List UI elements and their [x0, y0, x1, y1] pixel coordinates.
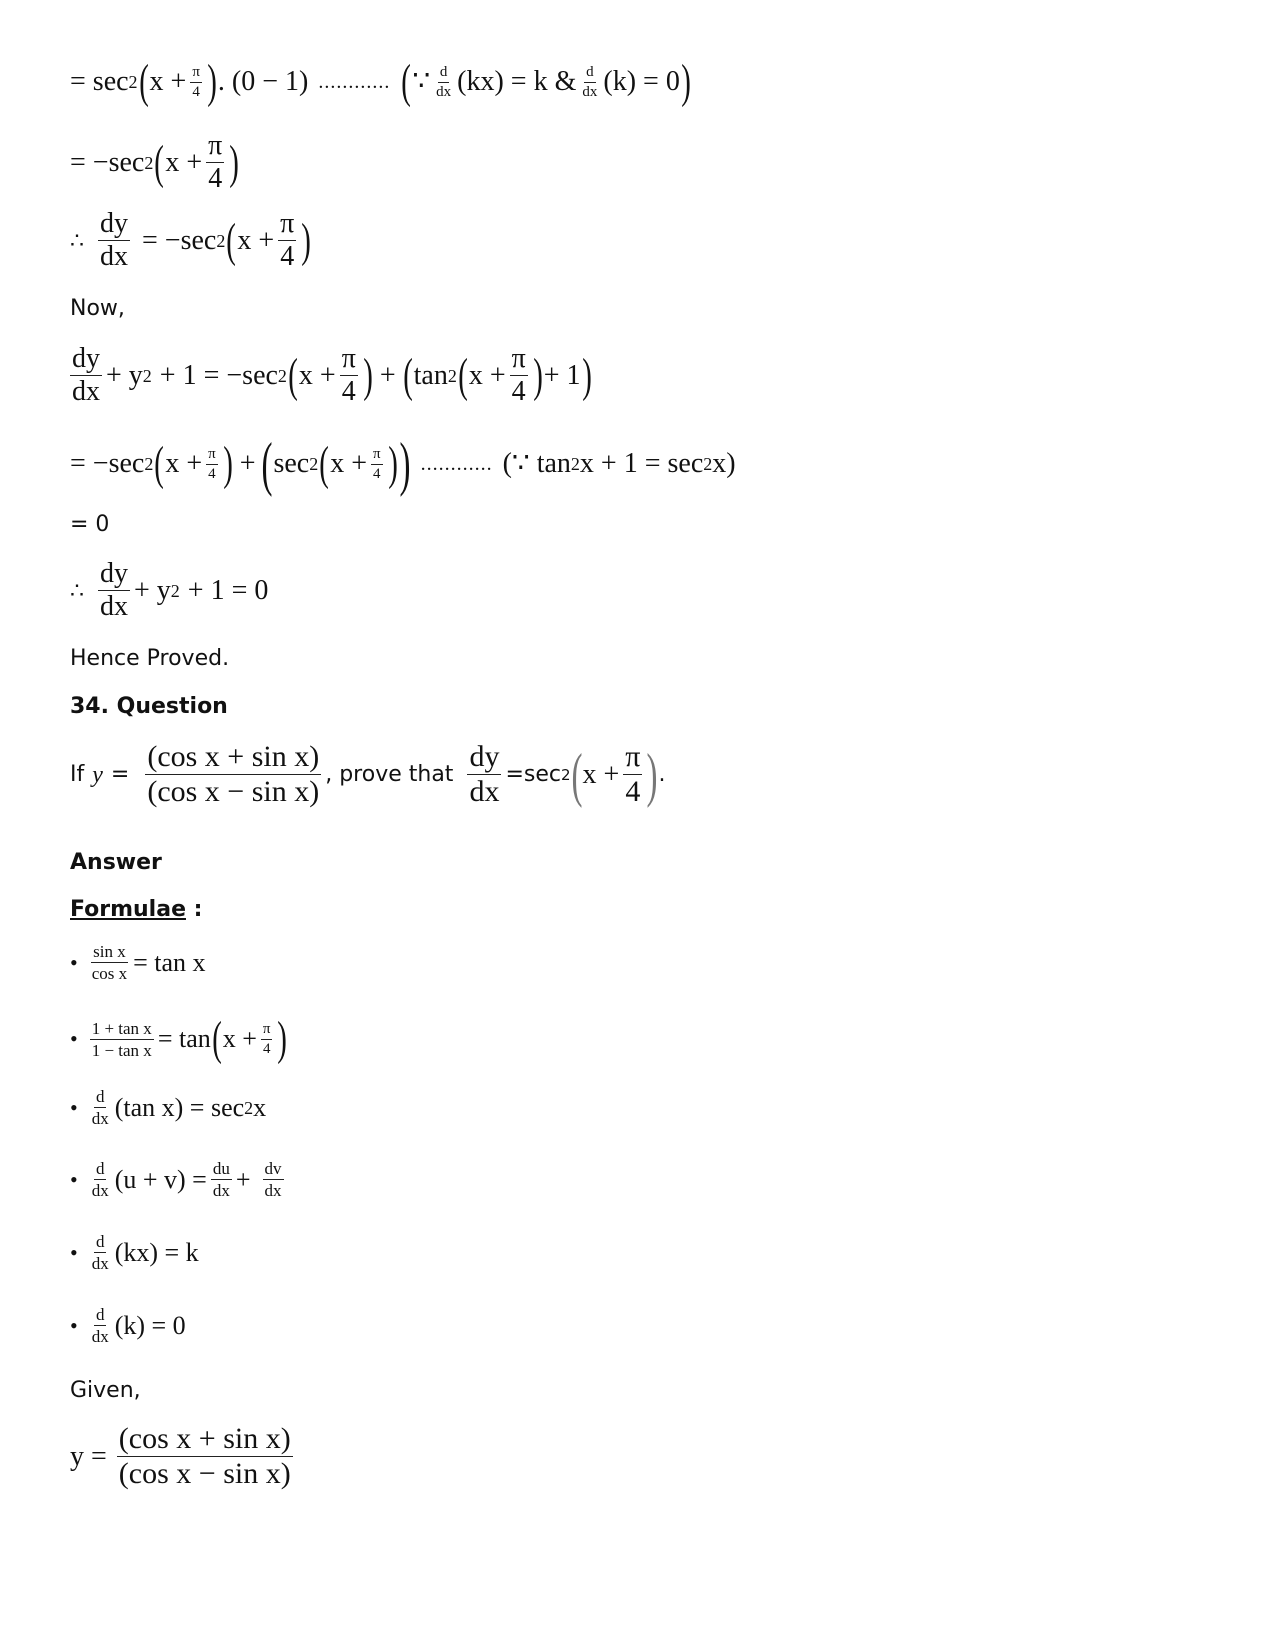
denominator: dx: [72, 376, 100, 407]
formula-6: [70, 1306, 186, 1345]
formula-5: [70, 1233, 199, 1272]
eq-text: +: [235, 1164, 251, 1194]
numerator: du: [212, 1159, 230, 1178]
d-dx-fraction: [580, 65, 599, 100]
numerator: π: [261, 1022, 273, 1040]
denominator: dx: [469, 775, 500, 808]
eq-text: x +: [149, 66, 187, 97]
denominator: (cos x − sin x): [118, 1457, 291, 1490]
eq-text: x +: [165, 146, 203, 178]
eq-text: + 1 = −sec: [159, 359, 278, 391]
denominator: dx: [212, 1181, 230, 1200]
equation-line-1: = sec 2 ( x + $\frac{\pi}{4}$ ) . (0 − 1) ............ ( ∵ $\frac{d}{dx}$ (kx) = k & $\frac{d}{dx}$ (k) = 0 ): [70, 55, 691, 108]
paren-open: (: [154, 135, 165, 189]
eq-text: sec: [273, 448, 310, 479]
q-text: =sec: [505, 762, 561, 787]
eq-text: x +: [222, 1024, 257, 1053]
q-text: =: [110, 762, 130, 787]
formula-3: • $\frac{d}{dx}$ (tan x) = sec 2 x: [70, 1087, 267, 1128]
eq-text: (k) = 0: [114, 1310, 186, 1340]
numerator: (cos x + sin x): [118, 1422, 291, 1455]
numerator: π: [371, 447, 383, 465]
bullet: •: [70, 1312, 78, 1338]
formulae-heading: [70, 897, 202, 922]
du-dx-fraction: [211, 1160, 232, 1199]
paren-close: ): [277, 1012, 288, 1065]
paren-close: ): [222, 437, 233, 490]
eq-text: x: [253, 1092, 267, 1122]
question-fraction: [145, 742, 321, 807]
numerator: d: [95, 1087, 105, 1106]
pi-over-4-fraction: [371, 447, 383, 482]
paren-close: ): [363, 348, 373, 402]
paren-open: (: [571, 741, 583, 808]
q-text: If: [70, 762, 85, 787]
pi-over-4-fraction: [510, 345, 528, 406]
eq-text: x + 1 = sec: [579, 448, 704, 479]
paren-close: ): [646, 741, 658, 808]
d-dx-fraction: [90, 1088, 111, 1127]
bullet: •: [70, 1026, 78, 1051]
equation-line-4: $\frac{dy}{dx}$ + y 2 + 1 = −sec 2 ( x + $\frac{\pi}{4}$ ) + ( tan 2 ( x + $\frac{\pi}{4}$ ) + 1 ): [72, 343, 592, 407]
numerator: 1 + tan x: [91, 1018, 152, 1038]
dy-dx-fraction: [467, 742, 501, 807]
eq-text: x): [712, 448, 736, 479]
denominator: 4: [511, 376, 526, 407]
numerator: π: [511, 343, 526, 374]
answer-heading: Answer: [70, 850, 162, 875]
numerator: d: [95, 1305, 105, 1324]
therefore-symbol: ∴: [70, 577, 84, 603]
paren-open: (: [401, 55, 412, 108]
given-equation: [70, 1424, 297, 1489]
question-heading: 34. Question: [70, 694, 228, 719]
d-dx-fraction: [90, 1306, 111, 1345]
paren-close: ): [681, 55, 691, 108]
pi-over-4-fraction: [206, 447, 218, 482]
d-dx-fraction: [90, 1160, 111, 1199]
bullet: •: [70, 1166, 78, 1192]
denominator: dx: [582, 83, 598, 100]
q-text: , prove that: [325, 762, 454, 787]
eq-text: + y: [106, 359, 143, 391]
denominator: 4: [373, 465, 381, 482]
dy-dx-fraction: [98, 210, 130, 271]
eq-text: x +: [298, 359, 336, 391]
denominator: dx: [100, 591, 128, 622]
eq-text: x +: [582, 758, 620, 790]
paren-open: (: [402, 348, 413, 402]
eq-text: = tan: [157, 1024, 211, 1053]
paren-close: ): [581, 348, 592, 402]
eq-text: + 1 = 0: [187, 574, 269, 606]
numerator: π: [280, 208, 295, 239]
denominator: dx: [264, 1181, 282, 1200]
eq-text: +: [379, 359, 396, 391]
bullet: •: [70, 1094, 78, 1120]
numerator: dv: [264, 1159, 282, 1178]
sin-over-cos-fraction: [90, 943, 129, 982]
eq-text: (∵ tan: [502, 448, 571, 479]
q-text: .: [658, 762, 666, 787]
paren-open: (: [226, 213, 237, 267]
bullet: •: [70, 949, 78, 975]
numerator: π: [190, 65, 202, 83]
numerator: π: [341, 343, 356, 374]
bullet: •: [70, 1239, 78, 1265]
numerator: π: [208, 130, 223, 161]
given-label: Given,: [70, 1378, 141, 1403]
denominator: 4: [208, 163, 223, 194]
eq-text: x +: [237, 224, 275, 256]
eq-text: x +: [468, 359, 506, 391]
denominator: 4: [280, 241, 295, 272]
d-dx-fraction: [434, 65, 453, 100]
denominator: 4: [208, 465, 216, 482]
paren-close: ): [532, 348, 543, 402]
eq-text: (u + v) =: [114, 1164, 207, 1194]
paren-open: (: [138, 55, 149, 108]
eq-text: (k) = 0: [603, 66, 680, 97]
numerator: dy: [469, 740, 500, 773]
denominator: 4: [341, 376, 356, 407]
paren-open: (: [288, 348, 298, 402]
formula-2: [70, 1012, 288, 1065]
question-statement: If y = $\frac{\text{(cos x + sin x)}}{\text{(cos x − sin x)}}$ , prove that $\frac{dy}{dx}$ =sec 2 ( x + $\frac{\pi}{4}$ ) .: [70, 740, 666, 808]
paren-close: ): [399, 431, 411, 497]
pi-over-4-fraction: [261, 1022, 273, 1057]
eq-text: tan: [413, 359, 448, 391]
denominator: dx: [436, 83, 452, 100]
eq-text: +: [239, 448, 256, 479]
eq-text: + 1: [543, 359, 581, 391]
paren-open: (: [319, 437, 330, 490]
paren-close: ): [387, 437, 398, 490]
q-variable-y: y: [92, 761, 103, 788]
eq-text: x +: [330, 448, 368, 479]
denominator: cos x: [91, 964, 128, 983]
numerator: d: [584, 65, 596, 83]
paren-open: (: [154, 437, 165, 490]
d-dx-fraction: [90, 1233, 111, 1272]
eq-text: = −sec: [142, 224, 217, 256]
numerator: d: [95, 1159, 105, 1178]
dot-leader: ............: [420, 453, 493, 475]
result-equation: ∴ $\frac{dy}{dx}$ + y 2 + 1 = 0: [70, 558, 269, 622]
numerator: dy: [72, 343, 100, 374]
paren-close: ): [301, 213, 312, 267]
numerator: (cos x + sin x): [147, 740, 320, 773]
eq-text: = −sec: [70, 146, 145, 178]
paren-open: (: [458, 348, 468, 402]
equation-line-5: = −sec 2 ( x + $\frac{\pi}{4}$ ) + ( sec 2 ( x + $\frac{\pi}{4}$ ) ) ............ (∵ tan 2 x + 1 = sec 2 x): [70, 431, 736, 497]
numerator: dy: [100, 558, 128, 589]
pi-over-4-fraction: [190, 65, 202, 100]
formula-4: [70, 1160, 288, 1199]
equals-zero-line: = 0: [70, 512, 110, 537]
paren-open: (: [211, 1012, 222, 1065]
numerator: π: [625, 740, 641, 773]
pi-over-4-fraction: [278, 210, 296, 271]
dy-dx-fraction: [98, 560, 130, 621]
numerator: π: [206, 447, 218, 465]
eq-text: (tan x) = sec: [114, 1092, 245, 1122]
denominator: 4: [192, 83, 200, 100]
paren-open: (: [261, 431, 273, 497]
pi-over-4-fraction: [623, 742, 642, 807]
numerator: d: [95, 1232, 105, 1251]
eq-text: (kx) = k: [114, 1237, 199, 1267]
denominator: dx: [91, 1181, 109, 1200]
now-label: Now,: [70, 296, 125, 321]
denominator: dx: [91, 1109, 109, 1128]
eq-text: (kx) = k &: [457, 66, 577, 97]
denominator: 4: [262, 1040, 271, 1057]
equation-line-3: ∴ $\frac{dy}{dx}$ = −sec 2 ( x + $\frac{\pi}{4}$ ): [70, 208, 312, 272]
pi-over-4-fraction: [340, 345, 358, 406]
denominator: 4: [625, 775, 641, 808]
formulae-colon: :: [186, 897, 203, 922]
numerator: sin x: [93, 942, 126, 961]
pi-over-4-fraction: [206, 132, 224, 193]
eq-text: x +: [165, 448, 203, 479]
denominator: dx: [91, 1327, 109, 1346]
eq-text: = −sec: [70, 448, 145, 479]
formula-1: [70, 943, 206, 982]
dv-dx-fraction: [263, 1160, 284, 1199]
denominator: 1 − tan x: [91, 1040, 152, 1060]
eq-text: . (0 − 1): [217, 66, 309, 97]
numerator: d: [438, 65, 450, 83]
paren-close: ): [229, 135, 240, 189]
tan-ratio-fraction: [90, 1020, 154, 1059]
therefore-symbol: ∴: [70, 227, 84, 253]
denominator: dx: [91, 1254, 109, 1273]
denominator: (cos x − sin x): [147, 775, 320, 808]
numerator: dy: [100, 208, 128, 239]
denominator: dx: [100, 241, 128, 272]
dy-dx-fraction: [70, 345, 102, 406]
eq-text: y =: [70, 1440, 107, 1472]
eq-text: = tan x: [133, 947, 206, 977]
dot-leader: ............: [318, 71, 391, 93]
eq-text: + y: [134, 574, 171, 606]
eq-text: = sec: [70, 66, 129, 97]
paren-close: ): [207, 55, 217, 108]
formulae-title: Formulae: [70, 897, 186, 922]
equation-line-2: = −sec 2 ( x + $\frac{\pi}{4}$ ): [70, 130, 240, 194]
hence-proved-text: Hence Proved.: [70, 646, 230, 671]
given-fraction: [117, 1424, 293, 1489]
because-symbol: ∵: [412, 66, 431, 97]
